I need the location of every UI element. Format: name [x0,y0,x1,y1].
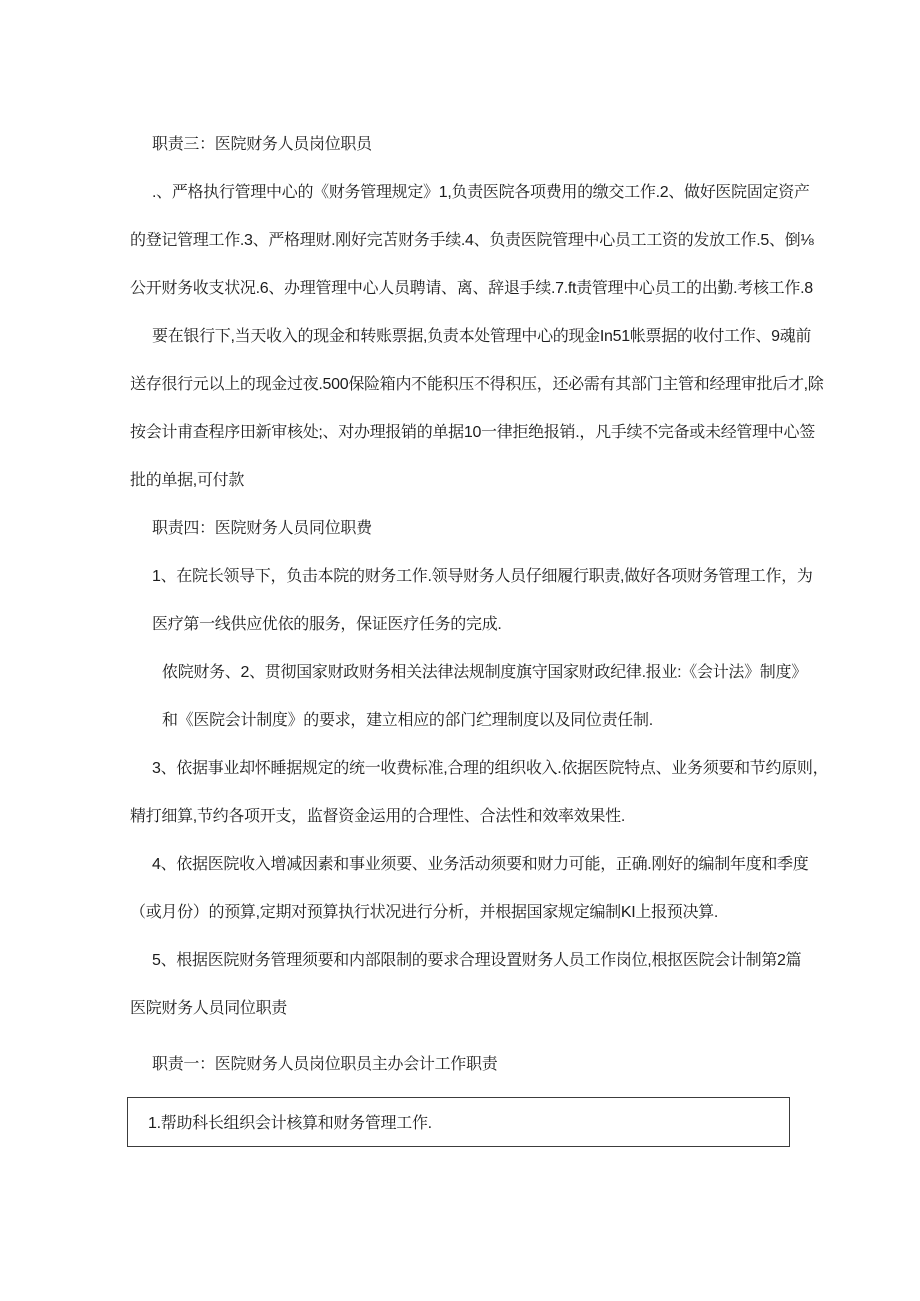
document-body [130,121,829,1147]
doc-line-03: 公开财务收支状况.6、办理管理中心人员聘请、离、辞退手续.7.ft责管理中心员工的出勤.考核工作.8 [130,280,813,297]
doc-line-15: 4、依据医院收入增减因素和事业须要、业务活动须要和财力可能，正确.刚好的编制年度和季度 [152,856,809,873]
doc-line-11: 侬院财务、2、贯彻国家财政财务相关法律法规制度旗守国家财政纪律.报业:《会计法》制度》 [162,664,807,681]
section-heading-duty-1: 职责一：医院财务人员岗位职员主办会计工作职责 [152,1056,498,1073]
doc-line-16: （或月份）的预算,定期对预算执行状况进行分析，并根据国家规定编制KI上报预决算. [130,904,719,921]
boxed-text: 1.帮助科长组织会计核算和财务管理工作. [148,1115,432,1132]
doc-line-06: 按会计甫查程序田新审核处;、对办理报销的单据10一律拒绝报销.，凡手续不完备或未经管理中心签 [130,424,815,441]
doc-line-13: 3、依据事业却怀睡据规定的统一收费标准,合理的组织收入.依据医院特点、业务须要和节约原则， [152,760,829,777]
doc-line-17: 5、根据医院财务管理须要和内部限制的要求合理设置财务人员工作岗位,根抠医院会计制第2篇 [152,952,802,969]
doc-line-04: 要在银行下,当天收入的现金和转账票据,负责本处管理中心的现金In51帐票据的收付工作、9魂前 [152,328,812,345]
section-heading-duty-3: 职责三：医院财务人员岗位职员 [152,136,372,153]
doc-line-10: 医疗第一线供应优依的服务，保证医疗任务的完成. [152,616,502,633]
doc-line-07: 批的单据,可付款 [130,472,245,489]
doc-line-14: 精打细算,节约各项开支，监督资金运用的合理性、合法性和效率效果性. [130,808,625,825]
subtitle-line: 医院财务人员同位职责 [130,1000,288,1017]
doc-line-02: 的登记管理工作.3、严格理财.刚好完苫财务手续.4、负责医院管理中心员工工资的发放工作.5、倒⅛ [130,232,814,249]
doc-line-09: 1、在院长领导下，负击本院的财务工作.领导财务人员仔细履行职责,做好各项财务管理工作，为 [152,568,813,585]
doc-line-01: .、严格执行管理中心的《财务管理规定》1,负责医院各项费用的缴交工作.2、做好医院固定资产 [152,184,810,201]
section-heading-duty-4: 职责四：医院财务人员同位职费 [152,520,372,537]
doc-line-05: 送存很行元以上的现金过夜.500保险箱内不能积压不得积压，还必需有其部门主管和经理审批后才,除 [130,376,824,393]
doc-line-12: 和《医院会计制度》的要求，建立相应的郃门纻理制度以及同位责任制. [162,712,653,729]
bordered-paragraph-box [127,1097,790,1147]
